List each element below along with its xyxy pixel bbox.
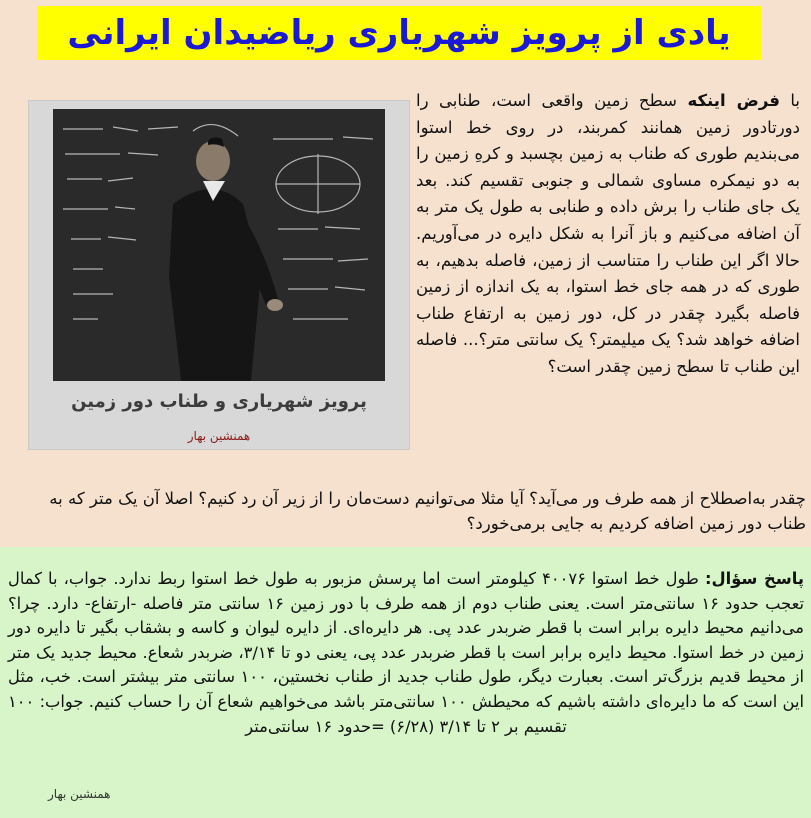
answer-label: پاسخ سؤال: [704,569,804,588]
intro-body: سطح زمین واقعی است، طنابی را دورتادور زمین همانند کمربند، در روی خط استوا می‌بندیم طوری که طناب به زمین بچسبد و کرهِ زمین را به دو نیمکره مساوی شمالی و جنوبی تقسیم کند. بعد یک جای طناب را برش داده و طنابی به طول یک متر به آن اضافه می‌کنیم و باز آنرا به شکل دایره در می‌آوریم. حالا اگر این طناب را متناسب از زمین، فاصله بدهیم، به طوری که در همه جای خط استوا، به یک اندازه از زمین فاصله بگیرد چقدر در کل، دور زمین به ارتفاع طناب اضافه خواهد شد؟ یک میلیمتر؟ یک سانتی متر؟... فاصله این طناب تا سطح زمین چقدر است؟ [416,91,800,376]
intro-lead: با [779,91,801,110]
intro-tail-paragraph: چقدر به‌اصطلاح از همه طرف ور می‌آید؟ آیا مثلا می‌توانیم دست‌مان را از زیر آن رد کنیم؟ اصلا آن یک متر که به طناب دور زمین اضافه کردیم به جایی برمی‌خورد؟ [49,489,806,533]
portrait-photo [28,100,410,450]
answer-credit: همنشین بهار [48,787,111,801]
answer-paragraph [8,567,804,739]
answer-body: طول خط استوا ۴۰۰۷۶ کیلومتر است اما پرسش مزبور به طول خط استوا ربط ندارد. جواب، با کمال تعجب حدود ۱۶ سانتی‌متر است. یعنی طناب دوم از همه طرف با دور زمین ۱۶ سانتی متر فاصله -ارتفاع- دارد. چرا؟ می‌دانیم محیط دایره برابر است با قطر ضربدر عدد پی. هر دایره‌ای. از دایره لیوان و کاسه و بشقاب بگیر تا دایره دور زمین در خط استوا. محیط دایره برابر است با قطر ضربدر عدد پی، یعنی دو تا ۳/۱۴، ضربدر شعاع. محیط جدید یک متر از محیط قدیم بزرگ‌تر است. بعبارت دیگر، طول طناب جدید از طناب نخستین، ۱۰۰ سانتی متر بیشتر است. خب، مثل این است که ما دایره‌ای داشته باشیم که محیطش ۱۰۰ سانتی‌متر باشد می‌خواهیم شعاع آن را حساب کنیم. جواب: ۱۰۰ تقسیم بر ۲ تا ۳/۱۴ (۶/۲۸) =حدود ۱۶ سانتی‌متر [8,569,804,736]
chalkboard-image [53,109,385,381]
intro-paragraph [416,88,800,381]
intro-bold-phrase: فرض اینکه [687,91,780,110]
photo-caption: پرویز شهریاری و طناب دور زمین [71,391,367,412]
page-title: یادی از پرویز شهریاری ریاضیدان ایرانی [37,6,761,60]
answer-section [0,547,811,818]
photo-credit: همنشین بهار [187,429,251,443]
